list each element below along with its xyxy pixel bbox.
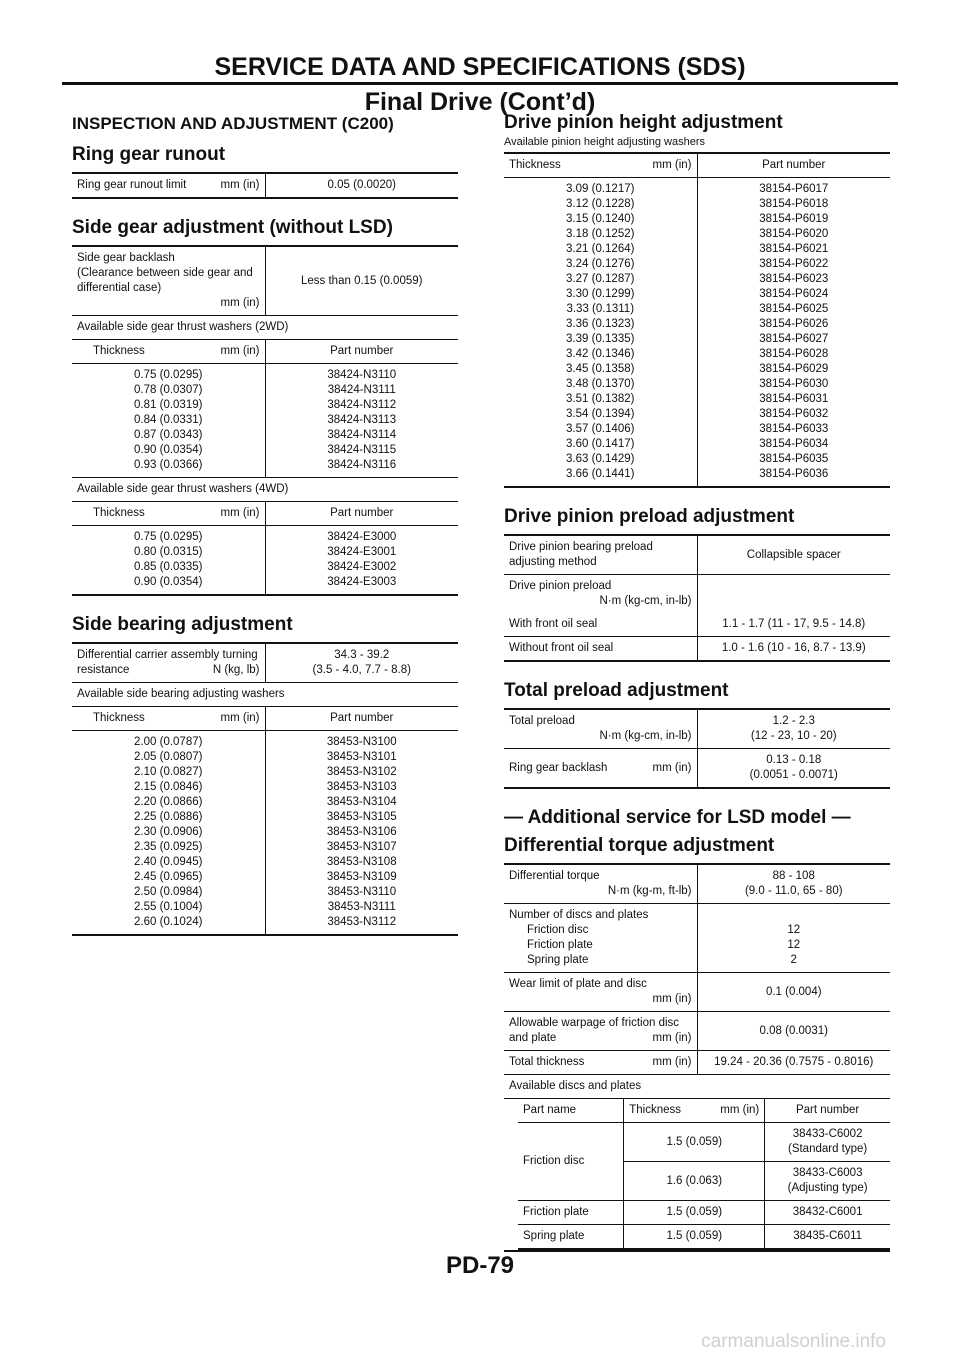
diff-torque-table: Differential torque N·m (kg-m, ft-lb) 88 - 108 (9.0 - 11.0, 65 - 80) Number of discs and plates Friction disc Friction plate Spring plate 12 12 2 Wear limit of plate and disc mm (in) 0.1 (0.004) Allowable warpage of friction disc and plate mm (in) 0.08 (0.0031) Total thickness mm (in) 19.24 - 20.36 (0.7575 - 0.8016) Available discs and plates Part name Thickness mm (in) Part number Friction disc 1.5 (0.059) 38433-C6002 (Standard type) 1.6 (0.063) 38433-C6003 (Adjusting type) Friction plate 1.5 (0.059) 38432-C6001 Spring plate 1.5 (0.059) 38435-C6011	[504, 863, 890, 1252]
pinion-preload-table: Drive pinion bearing preload adjusting method Collapsible spacer Drive pinion preload N·m (kg-cm, in-lb) With front oil seal 1.1 - 1.7 (11 - 17, 9.5 - 14.8) Without front oil seal 1.0 - 1.6 (10 - 16, 8.7 - 13.9)	[504, 534, 890, 662]
ring-gear-table: Ring gear runout limit mm (in) 0.05 (0.0020)	[72, 172, 458, 199]
pinion-height-heading: Drive pinion height adjustment	[504, 112, 783, 133]
total-preload-table: Total preload N·m (kg-cm, in-lb) 1.2 - 2.3 (12 - 23, 10 - 20) Ring gear backlash mm (in) 0.13 - 0.18 (0.0051 - 0.0071)	[504, 708, 890, 789]
lsd-heading: — Additional service for LSD model —	[504, 807, 851, 828]
header-subtitle: Final Drive (Cont’d)	[364, 88, 596, 116]
side-gear-heading: Side gear adjustment (without LSD)	[72, 217, 393, 238]
main-title: INSPECTION AND ADJUSTMENT (C200)	[72, 114, 394, 133]
diff-torque-heading: Differential torque adjustment	[504, 835, 775, 856]
header-rule	[62, 82, 898, 85]
header-title: SERVICE DATA AND SPECIFICATIONS (SDS)	[214, 53, 746, 81]
page-number: PD-79	[445, 1252, 515, 1279]
right-column	[504, 108, 890, 1270]
side-bearing-heading: Side bearing adjustment	[72, 614, 293, 635]
pinion-height-subtitle: Available pinion height adjusting washers	[504, 136, 705, 148]
pinion-height-table: Thickness mm (in) Part number 3.09 (0.1217) 3.12 (0.1228) 3.15 (0.1240) 3.18 (0.1252) 3.21 (0.1264) 3.24 (0.1276) 3.27 (0.1287) 3.30 (0.1299) 3.33 (0.1311) 3.36 (0.1323) 3.39 (0.1335) 3.42 (0.1346) 3.45 (0.1358) 3.48 (0.1370) 3.51 (0.1382) 3.54 (0.1394) 3.57 (0.1406) 3.60 (0.1417) 3.63 (0.1429) 3.66 (0.1441) 38154-P6017 38154-P6018 38154-P6019 38154-P6020 38154-P6021 38154-P6022 38154-P6023 38154-P6024 38154-P6025 38154-P6026 38154-P6027 38154-P6028 38154-P6029 38154-P6030 38154-P6031 38154-P6032 38154-P6033 38154-P6034 38154-P6035 38154-P6036	[504, 152, 890, 488]
total-preload-heading: Total preload adjustment	[504, 680, 729, 701]
discs-plates-table: Part name Thickness mm (in) Part number Friction disc 1.5 (0.059) 38433-C6002 (Standard type) 1.6 (0.063) 38433-C6003 (Adjusting type) Friction plate 1.5 (0.059) 38432-C6001 Spring plate 1.5 (0.059) 38435-C6011	[518, 1099, 890, 1250]
left-column	[72, 108, 458, 954]
side-bearing-table: Differential carrier assembly turning resistance N (kg, lb) 34.3 - 39.2 (3.5 - 4.0, 7.7 - 8.8) Available side bearing adjusting washers Thickness mm (in) Part number 2.00 (0.0787) 2.05 (0.0807) 2.10 (0.0827) 2.15 (0.0846) 2.20 (0.0866) 2.25 (0.0886) 2.30 (0.0906) 2.35 (0.0925) 2.40 (0.0945) 2.45 (0.0965) 2.50 (0.0984) 2.55 (0.1004) 2.60 (0.1024) 38453-N3100 38453-N3101 38453-N3102 38453-N3103 38453-N3104 38453-N3105 38453-N3106 38453-N3107 38453-N3108 38453-N3109 38453-N3110 38453-N3111 38453-N3112	[72, 642, 458, 936]
ring-gear-heading: Ring gear runout	[72, 144, 226, 165]
watermark: carmanualsonline.info	[701, 1331, 886, 1352]
pinion-preload-heading: Drive pinion preload adjustment	[504, 506, 795, 527]
side-gear-table: Side gear backlash (Clearance between side gear and differential case) mm (in) Less than 0.15 (0.0059) Available side gear thrust washers (2WD) Thickness mm (in) Part number 0.75 (0.0295) 0.78 (0.0307) 0.81 (0.0319) 0.84 (0.0331) 0.87 (0.0343) 0.90 (0.0354) 0.93 (0.0366) 38424-N3110 38424-N3111 38424-N3112 38424-N3113 38424-N3114 38424-N3115 38424-N3116 Available side gear thrust washers (4WD) Thickness mm (in) Part number 0.75 (0.0295) 0.80 (0.0315) 0.85 (0.0335) 0.90 (0.0354) 38424-E3000 38424-E3001 38424-E3002 38424-E3003	[72, 245, 458, 596]
